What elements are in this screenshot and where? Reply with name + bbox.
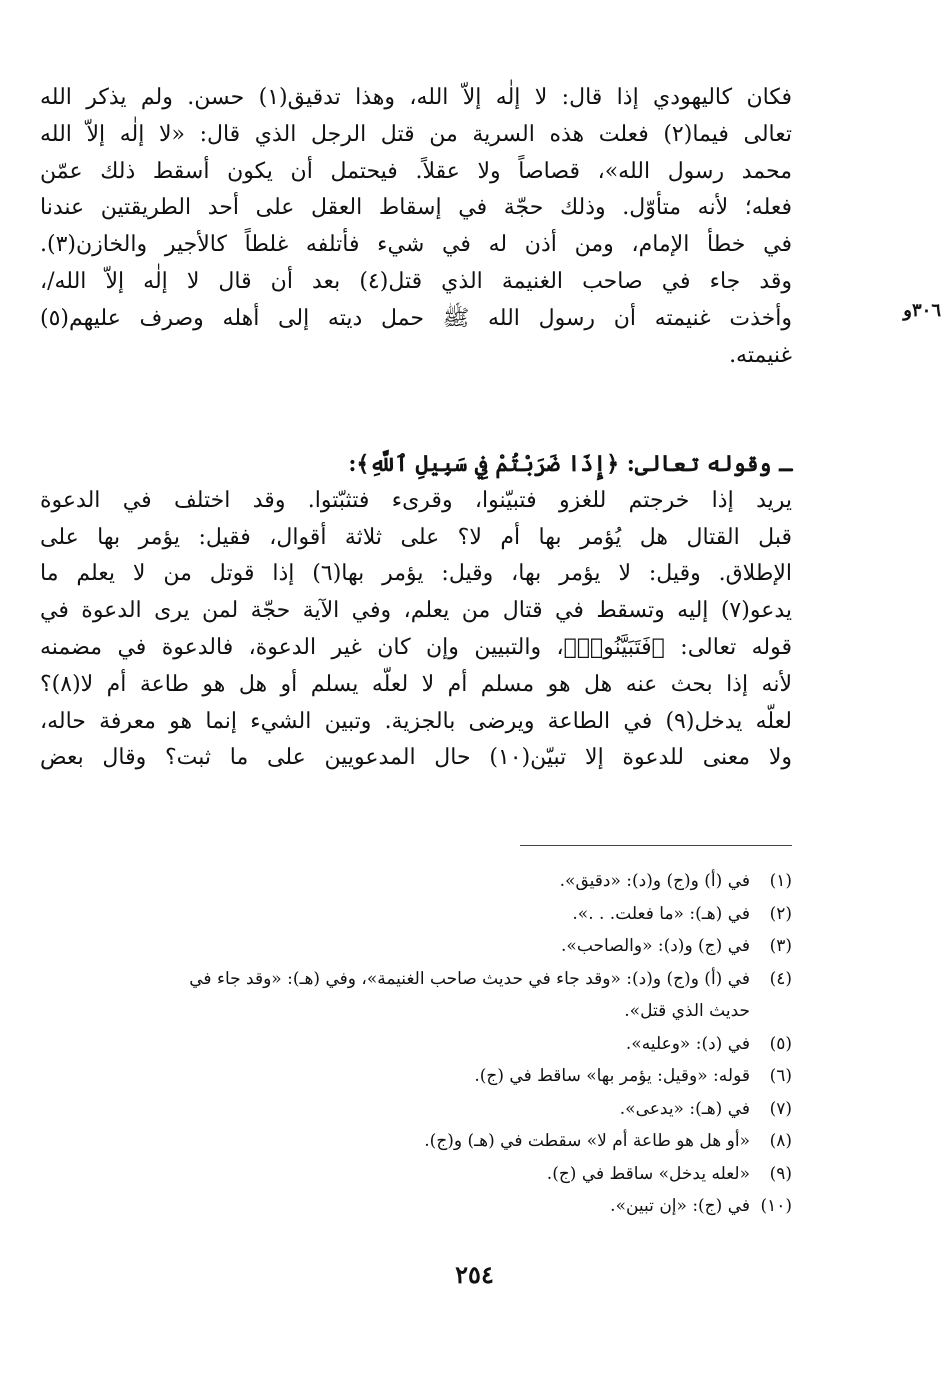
text-line: تعالى فيما(٢) فعلت هذه السرية من قتل الرجل الذي قال: «لا إلٰه إلاّ الله: [40, 121, 792, 147]
paragraph-2: [40, 446, 792, 777]
text-line: فعله؛ لأنه متأوّل. وذلك حجّة في إسقاط العقل على أحد الطريقتين عندنا: [40, 195, 792, 221]
text-line: لأنه إذا بحث عنه هل هو مسلم أم لا لعلّه يسلم أو هل هو طاعة أم لا(٨)؟: [40, 671, 792, 697]
footnote-number: (٩): [769, 1163, 792, 1184]
footnote: [40, 930, 792, 963]
footnote: [40, 963, 792, 1028]
footnote-text: في (هـ): «يدعى».: [619, 1098, 750, 1119]
manuscript-folio-marker: ٣٠٦و: [903, 300, 941, 321]
footnote-number: (١٠): [760, 1196, 792, 1216]
text-line: ولا معنى للدعوة إلا تبيّن(١٠) حال المدعويين على ما ثبت؟ وقال بعض: [40, 745, 792, 771]
footnote-number: (٨): [769, 1131, 792, 1151]
paragraph-1: [40, 80, 792, 374]
footnote-text: في (أ) و(ج) و(د): «وقد جاء في حديث صاحب الغنيمة»، وفي (هـ): «وقد جاء في: [189, 968, 750, 989]
section-heading: ـ وقوله تعالى: ﴿إِذَا ضَرَبْتُمْ فِي سَبِيلِ ٱللَّهِ﴾:: [348, 451, 792, 477]
text-line: وقد جاء في صاحب الغنيمة الذي قتل(٤) بعد أن قال لا إلٰه إلاّ الله/،: [40, 268, 793, 294]
text-line: غنيمته.: [729, 342, 792, 368]
footnote-text: «أو هل هو طاعة أم لا» سقطت في (هـ) و(ج).: [424, 1131, 750, 1151]
footnote: [40, 898, 792, 931]
footnote-number: (٤): [769, 968, 792, 989]
text-line: لعلّه يدخل(٩) في الطاعة ويرضى بالجزية. وتبين الشيء إنما هو معرفة حاله،: [40, 708, 793, 734]
footnote: [40, 1093, 792, 1126]
footnotes: [40, 865, 792, 1223]
footnote: [40, 1125, 792, 1158]
footnote-text: في (ج): «إن تبين».: [610, 1196, 750, 1216]
text-line: قوله تعالى: ﴿فَتَبَيَّنُوا۟﴾، والتبيين وإن كان غير الدعوة، فالدعوة في مضمنه: [40, 634, 792, 660]
footnote-text: قوله: «وقيل: يؤمر بها» ساقط في (ج).: [474, 1066, 750, 1086]
footnote-number: (١): [769, 871, 792, 891]
text-line: يدعو(٧) إليه وتسقط في قتال من يعلم، وفي الآية حجّة لمن يرى الدعوة في: [40, 598, 792, 624]
footnote-text: في (أ) و(ج) و(د): «دقيق».: [559, 871, 750, 891]
page-number: ٢٥٤: [455, 1260, 494, 1289]
footnote-separator: [520, 845, 792, 846]
footnote-text: في (ج) و(د): «والصاحب».: [561, 936, 750, 956]
footnote-text: في (د): «وعليه».: [625, 1033, 750, 1054]
footnote-text: في (هـ): «ما فعلت. . .».: [572, 903, 750, 924]
text-line: قبل القتال هل يُؤمر بها أم لا؟ على ثلاثة أقوال، فقيل: يؤمر بها على: [40, 524, 792, 550]
footnote-number: (٥): [769, 1033, 792, 1054]
text-line: الإطلاق. وقيل: لا يؤمر بها، وقيل: يؤمر بها(٦) إذا قوتل من لا يعلم ما: [40, 561, 792, 587]
footnote-number: (٧): [769, 1098, 792, 1119]
text-line: محمد رسول الله»، قصاصاً ولا عقلاً. فيحتمل أن يكون أسقط ذلك عمّن: [40, 158, 792, 184]
footnote: [40, 1028, 792, 1061]
text-line: في خطأ الإمام، ومن أذن له في شيء فأتلفه غلطاً كالأجير والخازن(٣).: [40, 232, 792, 258]
footnote: [40, 865, 792, 898]
text-line: يريد إذا خرجتم للغزو فتبيّنوا، وقرىء فتثبّتوا. وقد اختلف في الدعوة: [40, 487, 792, 513]
footnote: [40, 1158, 792, 1191]
footnote-number: (٣): [769, 936, 792, 956]
footnote-number: (٦): [769, 1066, 792, 1086]
footnote: [40, 1060, 792, 1093]
text-line: فكان كاليهودي إذا قال: لا إلٰه إلاّ الله، وهذا تدقيق(١) حسن. ولم يذكر الله: [40, 85, 792, 110]
text-line: وأخذت غنيمته أن رسول الله ﷺ حمل ديته إلى أهله وصرف عليهم(٥): [40, 305, 792, 331]
footnote-text: «لعله يدخل» ساقط في (ج).: [546, 1163, 750, 1184]
footnote-number: (٢): [769, 903, 792, 924]
footnote: [40, 1190, 792, 1223]
footnote-continuation: حديث الذي قتل».: [624, 1001, 750, 1021]
